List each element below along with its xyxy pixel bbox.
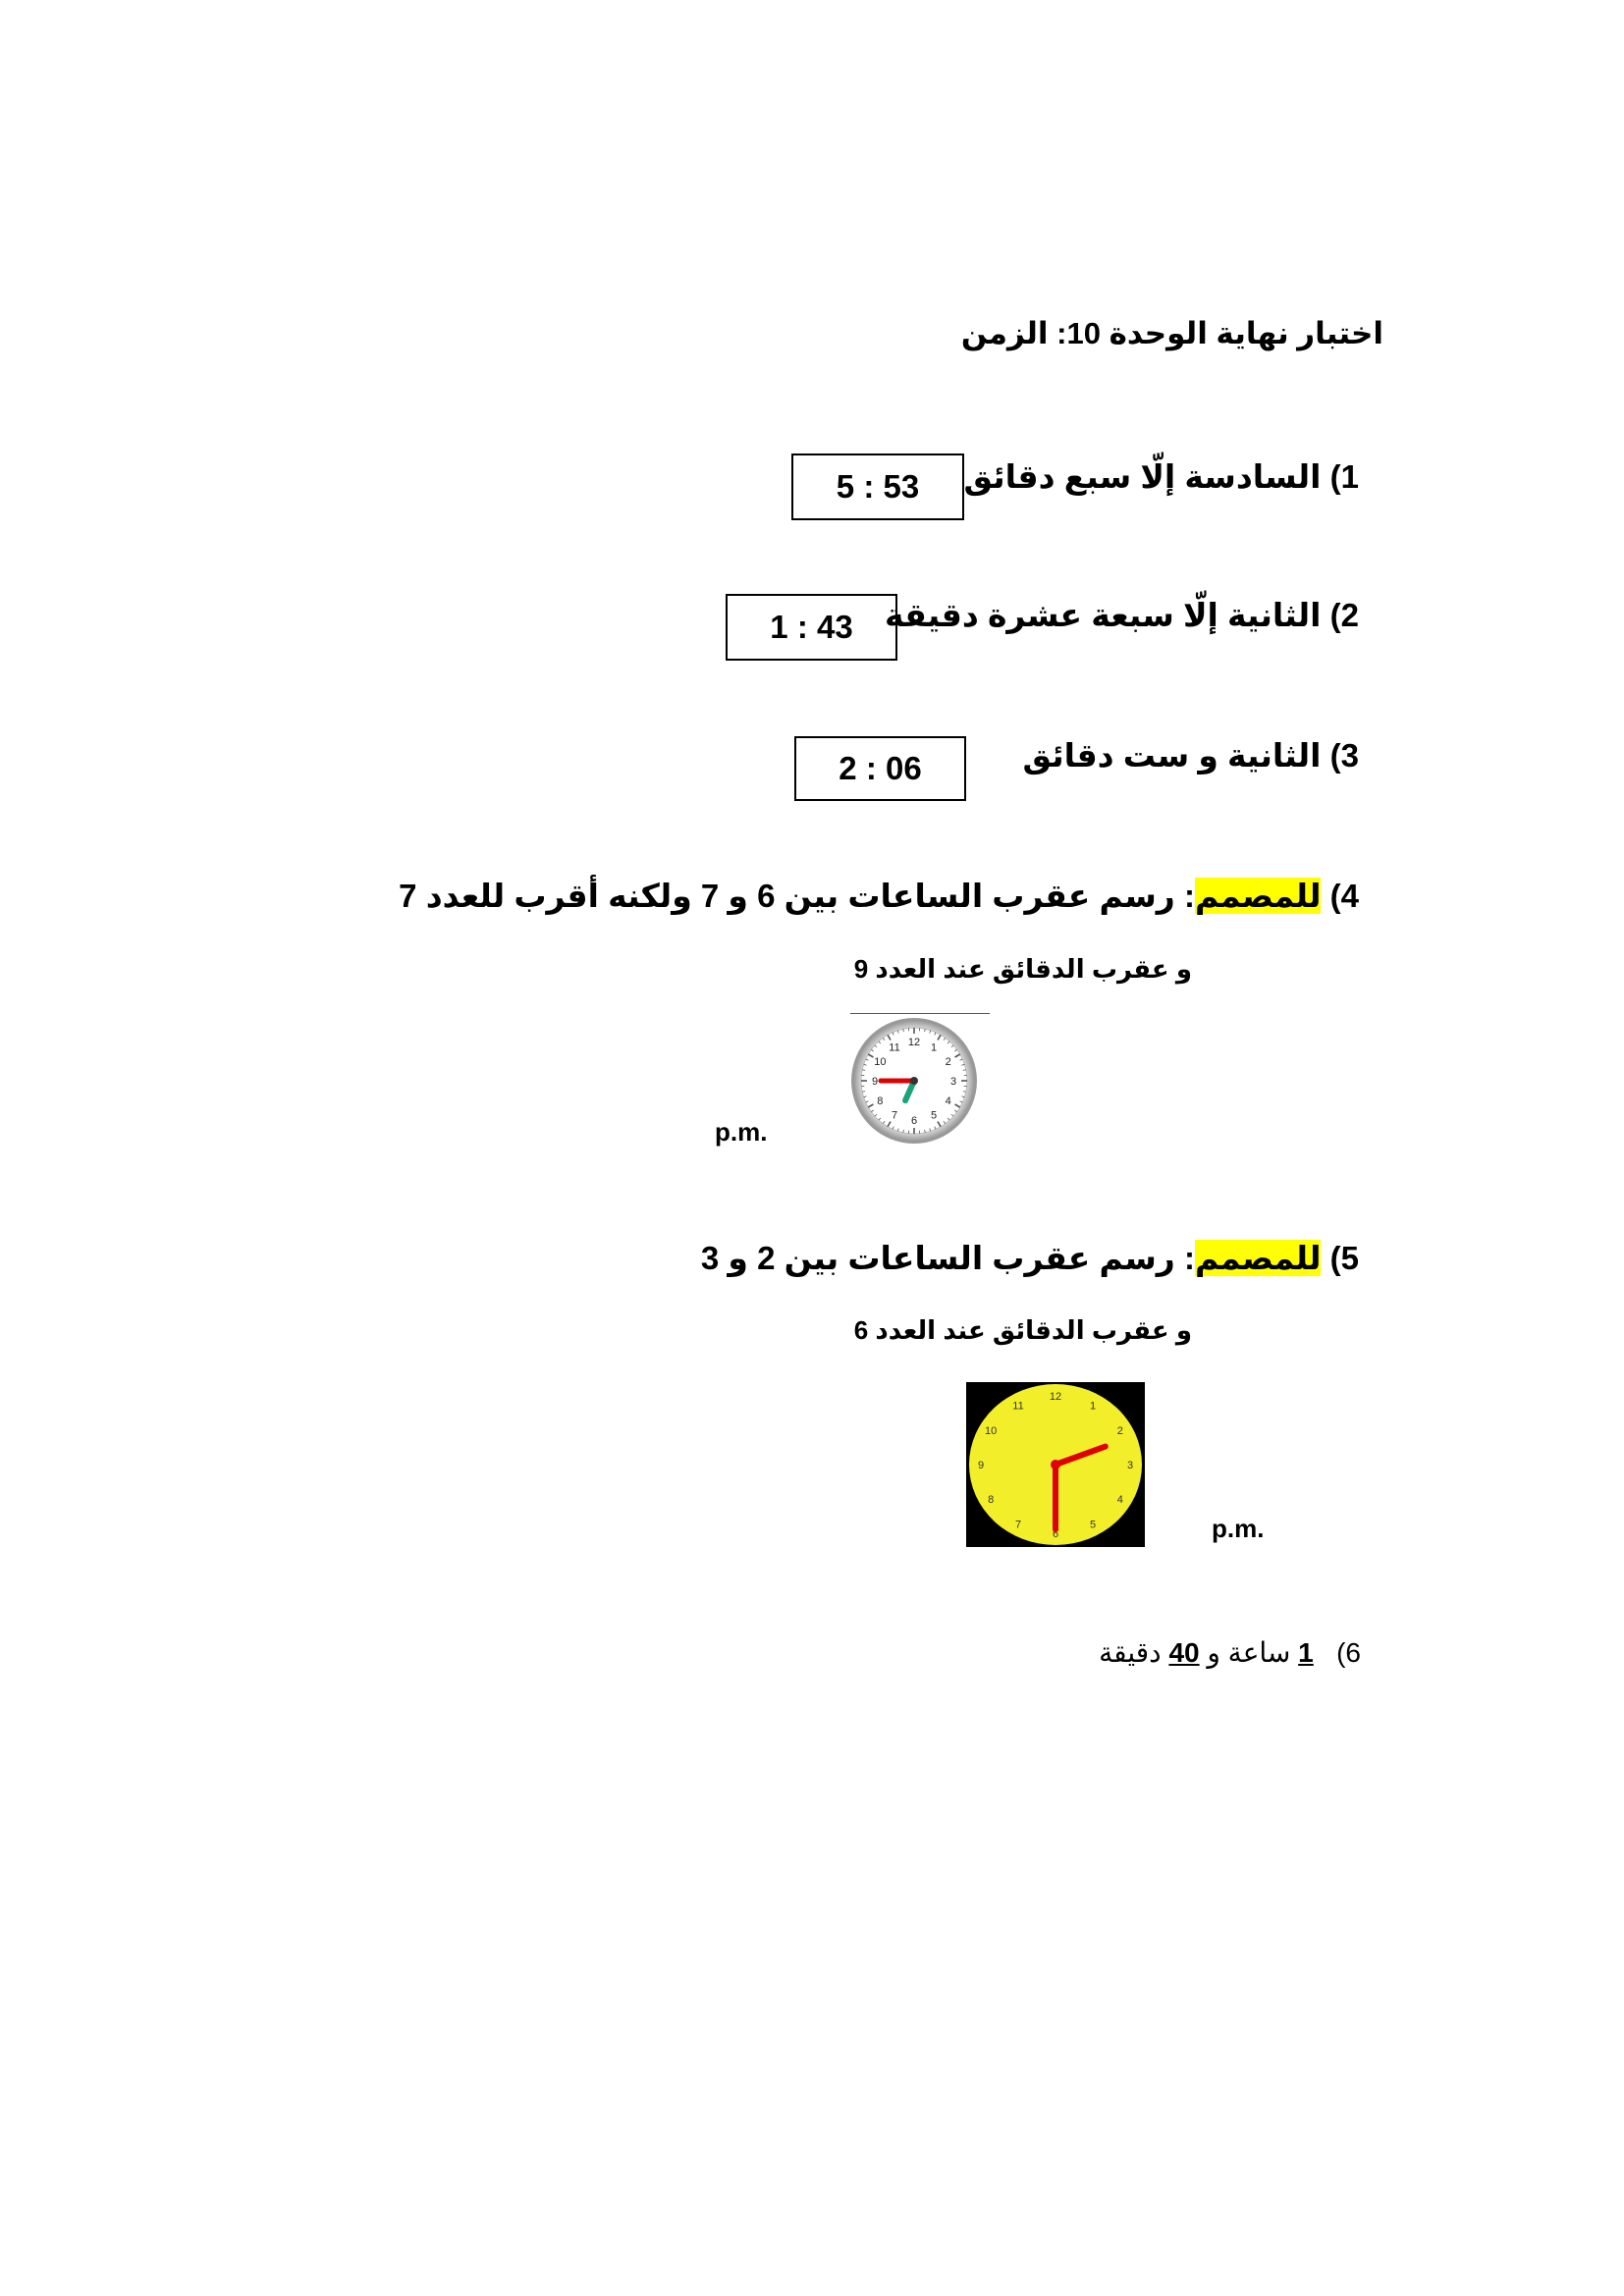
clock-2-numeral: 5	[1089, 1519, 1097, 1531]
clock-2-numeral: 4	[1116, 1494, 1123, 1506]
question-3-number: 3)	[1329, 737, 1359, 774]
question-4-subtext: و عقرب الدقائق عند العدد 9	[853, 954, 1192, 984]
question-2-number: 2)	[1329, 597, 1359, 633]
clock-2-numeral: 2	[1116, 1425, 1123, 1437]
question-2-text: الثانية إلّا سبعة عشرة دقيقة	[885, 597, 1322, 633]
clock-1-top-line	[850, 1013, 990, 1014]
question-3-text: الثانية و ست دقائق	[1022, 737, 1322, 774]
question-4	[399, 877, 1359, 915]
question-2-answer-box: 1 : 43	[726, 594, 897, 661]
question-1	[963, 457, 1359, 496]
clock-2-numeral: 10	[985, 1425, 998, 1437]
clock-2-numeral: 1	[1089, 1400, 1097, 1413]
question-6-minutes: 40	[1168, 1637, 1200, 1668]
clock-1-numeral: 12	[907, 1037, 921, 1048]
question-5-text: : رسم عقرب الساعات بين 2 و 3	[700, 1240, 1195, 1276]
question-6-minutes-word: دقيقة	[1099, 1637, 1162, 1668]
clock-2-numeral: 6	[1052, 1528, 1059, 1540]
question-4-highlight: للمصمم	[1194, 878, 1322, 914]
clock-1-numeral: 5	[930, 1109, 938, 1122]
question-1-answer-box: 5 : 53	[791, 454, 964, 520]
question-5-period: p.m.	[1212, 1514, 1265, 1543]
question-5	[701, 1239, 1359, 1277]
clock-1-center	[910, 1077, 918, 1085]
clock-1-numeral: 7	[891, 1109, 898, 1122]
question-1-text: السادسة إلّا سبع دقائق	[963, 458, 1322, 495]
clock-1-numeral: 3	[949, 1076, 957, 1088]
clock-1-numeral: 6	[910, 1115, 918, 1127]
clock-2-numeral: 3	[1126, 1460, 1134, 1471]
clock-2-numeral: 11	[1012, 1400, 1024, 1413]
question-3	[1023, 736, 1359, 774]
question-4-number: 4)	[1329, 878, 1359, 914]
clock-1-numeral: 10	[874, 1056, 887, 1068]
clock-2-analog-icon	[966, 1382, 1145, 1547]
question-5-subtext: و عقرب الدقائق عند العدد 6	[853, 1315, 1192, 1345]
question-1-number: 1)	[1329, 458, 1359, 495]
question-6	[1099, 1636, 1361, 1669]
question-4-period: p.m.	[715, 1117, 768, 1147]
question-6-number: 6)	[1336, 1637, 1361, 1668]
clock-1-numeral: 4	[945, 1095, 951, 1107]
question-2	[885, 596, 1359, 634]
clock-1-numeral: 2	[945, 1056, 951, 1068]
question-3-answer-box: 2 : 06	[794, 736, 966, 801]
question-6-hours: 1	[1298, 1637, 1314, 1668]
clock-2-numeral: 8	[988, 1494, 995, 1506]
page-title: اختبار نهاية الوحدة 10: الزمن	[960, 316, 1383, 350]
question-4-text: : رسم عقرب الساعات بين 6 و 7 ولكنه أقرب للعدد 7	[399, 878, 1195, 914]
clock-2-numeral: 7	[1014, 1519, 1022, 1531]
question-6-hours-word: ساعة و	[1207, 1637, 1291, 1668]
question-5-highlight: للمصمم	[1194, 1240, 1322, 1276]
clock-1-numeral: 9	[871, 1076, 879, 1088]
question-5-number: 5)	[1329, 1240, 1359, 1276]
clock-2-numeral: 12	[1049, 1391, 1062, 1403]
clock-1-analog-icon	[850, 1017, 978, 1145]
clock-1-numeral: 1	[930, 1041, 938, 1054]
clock-1-numeral: 11	[889, 1041, 900, 1054]
clock-2-numeral: 9	[977, 1460, 985, 1471]
clock-1-numeral: 8	[877, 1095, 884, 1107]
clock-2-center	[1051, 1460, 1060, 1469]
